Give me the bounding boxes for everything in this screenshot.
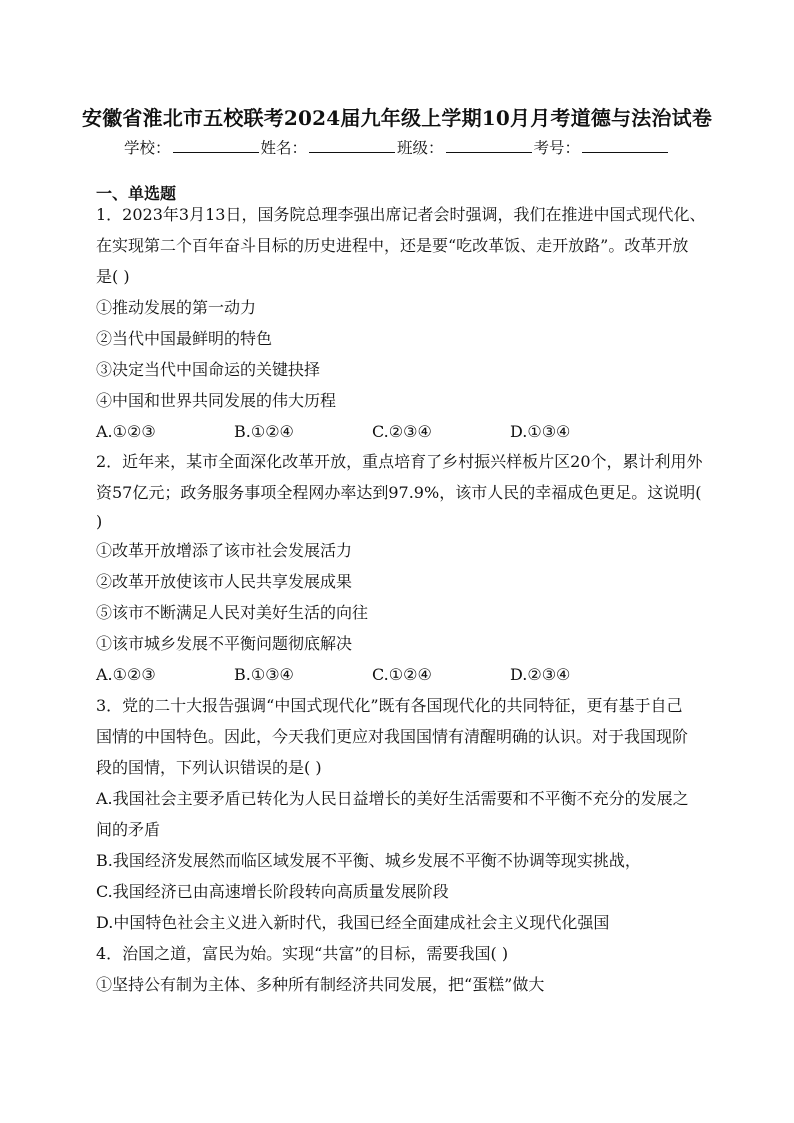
q3-option-d[interactable]: D.中国特色社会主义进入新时代，我国已经全面建成社会主义现代化强国 xyxy=(96,913,610,932)
q1-option-a[interactable]: A.①②③ xyxy=(96,422,156,441)
school-blank[interactable] xyxy=(173,138,259,153)
q1-option-b[interactable]: B.①②④ xyxy=(234,422,294,441)
name-label: 姓名： xyxy=(260,139,308,157)
q2-statement: ②改革开放使该市人民共享发展成果 xyxy=(96,572,353,591)
q3-option-c[interactable]: C.我国经济已由高速增长阶段转向高质量发展阶段 xyxy=(96,882,449,901)
student-info-row xyxy=(124,136,670,158)
q3-option-a-cont: 间的矛盾 xyxy=(96,820,161,839)
q1-statement: ③决定当代中国命运的关键抉择 xyxy=(96,360,321,379)
q2-option-a[interactable]: A.①②③ xyxy=(96,665,156,684)
q1-option-c[interactable]: C.②③④ xyxy=(372,422,432,441)
q2-option-b[interactable]: B.①③④ xyxy=(234,665,294,684)
q1-stem-line: 在实现第二个百年奋斗目标的历史进程中，还是要“吃改革饭、走开放路”。改革开放 xyxy=(96,236,689,255)
q1-stem-line: 是( ) xyxy=(96,267,130,286)
class-blank[interactable] xyxy=(446,138,532,153)
q2-stem-line: 资57亿元；政务服务事项全程网办率达到97.9%，该市人民的幸福成色更足。这说明( xyxy=(96,483,702,502)
q2-option-d[interactable]: D.②③④ xyxy=(510,665,571,684)
number-label: 考号： xyxy=(533,139,581,157)
exam-title: 安徽省淮北市五校联考2024届九年级上学期10月月考道德与法治试卷 xyxy=(81,106,713,130)
q2-stem-line: ) xyxy=(96,512,103,531)
q1-statement: ①推动发展的第一动力 xyxy=(96,298,257,317)
q1-statement: ④中国和世界共同发展的伟大历程 xyxy=(96,391,337,410)
class-label: 班级： xyxy=(397,139,444,157)
q1-option-d[interactable]: D.①③④ xyxy=(510,422,571,441)
name-blank[interactable] xyxy=(309,138,395,153)
q3-option-a[interactable]: A.我国社会主要矛盾已转化为人民日益增长的美好生活需要和不平衡不充分的发展之 xyxy=(96,789,689,808)
q4-stem-line: 4．治国之道，富民为始。实现“共富”的目标，需要我国( ) xyxy=(96,944,509,963)
school-label: 学校： xyxy=(124,139,171,157)
q1-stem-line: 1．2023年3月13日，国务院总理李强出席记者会时强调，我们在推进中国式现代化、 xyxy=(96,205,706,224)
q3-stem-line: 国情的中国特色。因此，今天我们更应对我国国情有清醒明确的认识。对于我国现阶 xyxy=(96,727,689,746)
q2-stem-line: 2．近年来，某市全面深化改革开放，重点培育了乡村振兴样板片区20个，累计利用外 xyxy=(96,452,703,471)
q3-stem-line: 3．党的二十大报告强调“中国式现代化”既有各国现代化的共同特征，更有基于自己 xyxy=(96,696,683,715)
q2-statement: ①改革开放增添了该市社会发展活力 xyxy=(96,541,353,560)
q3-option-b[interactable]: B.我国经济发展然而临区域发展不平衡、城乡发展不平衡不协调等现实挑战， xyxy=(96,851,641,870)
q2-statement: ⑤该市不断满足人民对美好生活的向往 xyxy=(96,603,369,622)
number-blank[interactable] xyxy=(582,138,668,153)
q2-option-c[interactable]: C.①②④ xyxy=(372,665,432,684)
q1-statement: ②当代中国最鲜明的特色 xyxy=(96,329,273,348)
q3-stem-line: 段的国情，下列认识错误的是( ) xyxy=(96,758,322,777)
q4-statement: ①坚持公有制为主体、多种所有制经济共同发展，把“蛋糕”做大 xyxy=(96,975,545,994)
q2-statement: ①该市城乡发展不平衡问题彻底解决 xyxy=(96,634,353,653)
section-heading: 一、单选题 xyxy=(96,184,177,203)
